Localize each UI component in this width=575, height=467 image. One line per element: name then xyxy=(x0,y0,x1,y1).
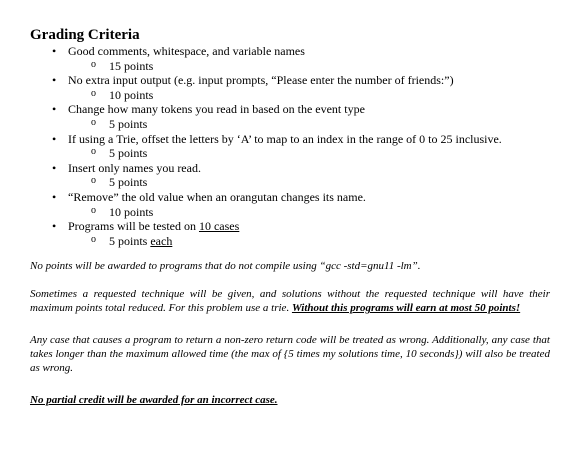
partial-credit-note xyxy=(30,393,550,407)
criterion-test-cases-count: 10 cases xyxy=(198,219,240,234)
technique-note-emphasis: Without this programs will earn at most 50 points! xyxy=(291,302,521,315)
criterion-test-cases-points-text: 5 points xyxy=(109,233,151,248)
criteria-list xyxy=(30,44,550,248)
criterion-test-cases-points xyxy=(30,234,550,249)
criterion-token-count-points: o 5 points xyxy=(30,117,550,132)
criterion-comments: • Good comments, whitespace, and variable names xyxy=(30,44,550,59)
criterion-remove-old: • “Remove” the old value when an orangutan changes its name. xyxy=(30,190,550,205)
document-page xyxy=(30,26,550,407)
section-heading: Grading Criteria xyxy=(30,27,140,43)
criterion-token-count: • Change how many tokens you read in based on the event type xyxy=(30,102,550,117)
return-code-note: Any case that causes a program to return a non-zero return code will be treated as wrong. Additionally, any case that takes longer than the maximum allowed time (the max of {5 times my solutions time, 10 seconds}) will also be treated as wrong. xyxy=(30,333,550,375)
criterion-insert-names-points: o 5 points xyxy=(30,175,550,190)
criterion-no-extra-io-points: o 10 points xyxy=(30,88,550,103)
criterion-comments-points: o 15 points xyxy=(30,59,550,74)
criterion-test-cases-each: each xyxy=(150,233,173,248)
technique-note xyxy=(30,287,550,316)
criterion-test-cases-text: Programs will be tested on xyxy=(68,219,199,234)
criterion-test-cases xyxy=(30,219,550,234)
criterion-no-extra-io: • No extra input output (e.g. input prompts, “Please enter the number of friends:”) xyxy=(30,73,550,88)
criterion-remove-old-points: o 10 points xyxy=(30,205,550,220)
criterion-trie-offset: • If using a Trie, offset the letters by ‘A’ to map to an index in the range of 0 to 25 inclusive. xyxy=(30,132,550,147)
technique-note-text: Sometimes a requested technique will be given, and solutions without the requested technique will have their maximum points total reduced. For this problem use a trie. xyxy=(30,287,550,315)
compile-note: No points will be awarded to programs that do not compile using “gcc -std=gnu11 -lm”. xyxy=(30,260,421,273)
partial-credit-text: No partial credit will be awarded for an incorrect case. xyxy=(30,393,278,406)
criterion-trie-offset-points: o 5 points xyxy=(30,146,550,161)
criterion-insert-names: • Insert only names you read. xyxy=(30,161,550,176)
